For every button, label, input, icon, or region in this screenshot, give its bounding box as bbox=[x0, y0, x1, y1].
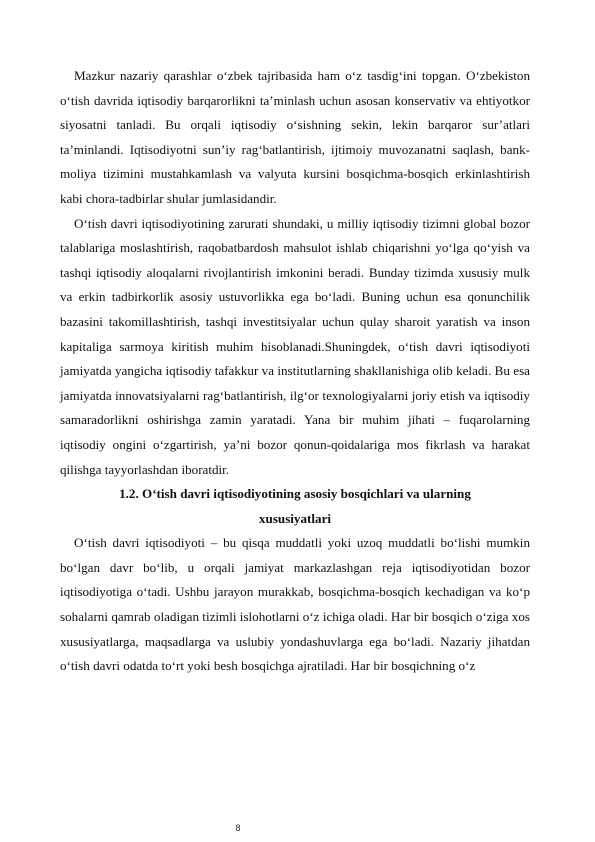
document-page bbox=[60, 64, 530, 679]
paragraph: Mazkur nazariy qarashlar o‘zbek tajribasida ham o‘z tasdig‘ini topgan. O‘zbekiston o‘tish davrida iqtisodiy barqarorlikni ta’minlash uchun asosan konservativ va ehtiyotkor siyosatni tanladi. Bu orqali iqtisodiy o‘sishning sekin, lekin barqaror sur’atlari ta’minlandi. Iqtisodiyotni sun’iy rag‘batlantirish, ijtimoiy muvozanatni saqlash, bank-moliya tizimini mustahkamlash va valyuta kursini bosqichma-bosqich erkinlashtirish kabi chora-tadbirlar shular jumlasidandir. bbox=[60, 68, 530, 206]
section-heading-line: xususiyatlari bbox=[258, 510, 332, 526]
section-heading-line: 1.2. O‘tish davri iqtisodiyotining asosiy bosqichlari va ularning bbox=[119, 486, 471, 502]
section-heading bbox=[60, 482, 530, 531]
page-number: 8 bbox=[235, 823, 241, 833]
paragraph: O‘tish davri iqtisodiyotining zarurati shundaki, u milliy iqtisodiy tizimni global bozor talablariga moslashtirish, raqobatbardosh mahsulot ishlab chiqarishni yo‘lga qo‘yish va tashqi iqtisodiy aloqalarni rivojlantirish imkonini beradi. Bunday tizimda xususiy mulk va erkin tadbirkorlik asosiy ustuvorlikka ega bo‘ladi. Buning uchun esa qonunchilik bazasini takomillashtirish, tashqi investitsiyalar uchun qulay sharoit yaratish va inson kapitaliga sarmoya kiritish muhim hisoblanadi.Shuningdek, o‘tish davri iqtisodiyoti jamiyatda yangicha iqtisodiy tafakkur va institutlarning shakllanishiga olib keladi. Bu esa jamiyatda innovatsiyalarni rag‘batlantirish, ilg‘or texnologiyalarni joriy etish va iqtisodiy samaradorlikni oshirishga zamin yaratadi. Yana bir muhim jihati – fuqarolarning iqtisodiy ongini o‘zgartirish, ya’ni bozor qonun-qoidalariga mos fikrlash va harakat qilishga tayyorlashdan iboratdir. bbox=[60, 215, 530, 477]
paragraph: O‘tish davri iqtisodiyoti – bu qisqa muddatli yoki uzoq muddatli bo‘lishi mumkin bo‘lgan davr bo‘lib, u orqali jamiyat markazlashgan reja iqtisodiyotidan bozor iqtisodiyotiga o‘tadi. Ushbu jarayon murakkab, bosqichma-bosqich kechadigan va ko‘p sohalarni qamrab oladigan tizimli islohotlarni o‘z ichiga oladi. Har bir bosqich o‘ziga xos xususiyatlarga, maqsadlarga va uslubiy yondashuvlarga ega bo‘ladi. Nazariy jihatdan o‘tish davri odatda to‘rt yoki besh bosqichga ajratiladi. Har bir bosqichning o‘z bbox=[60, 535, 530, 674]
